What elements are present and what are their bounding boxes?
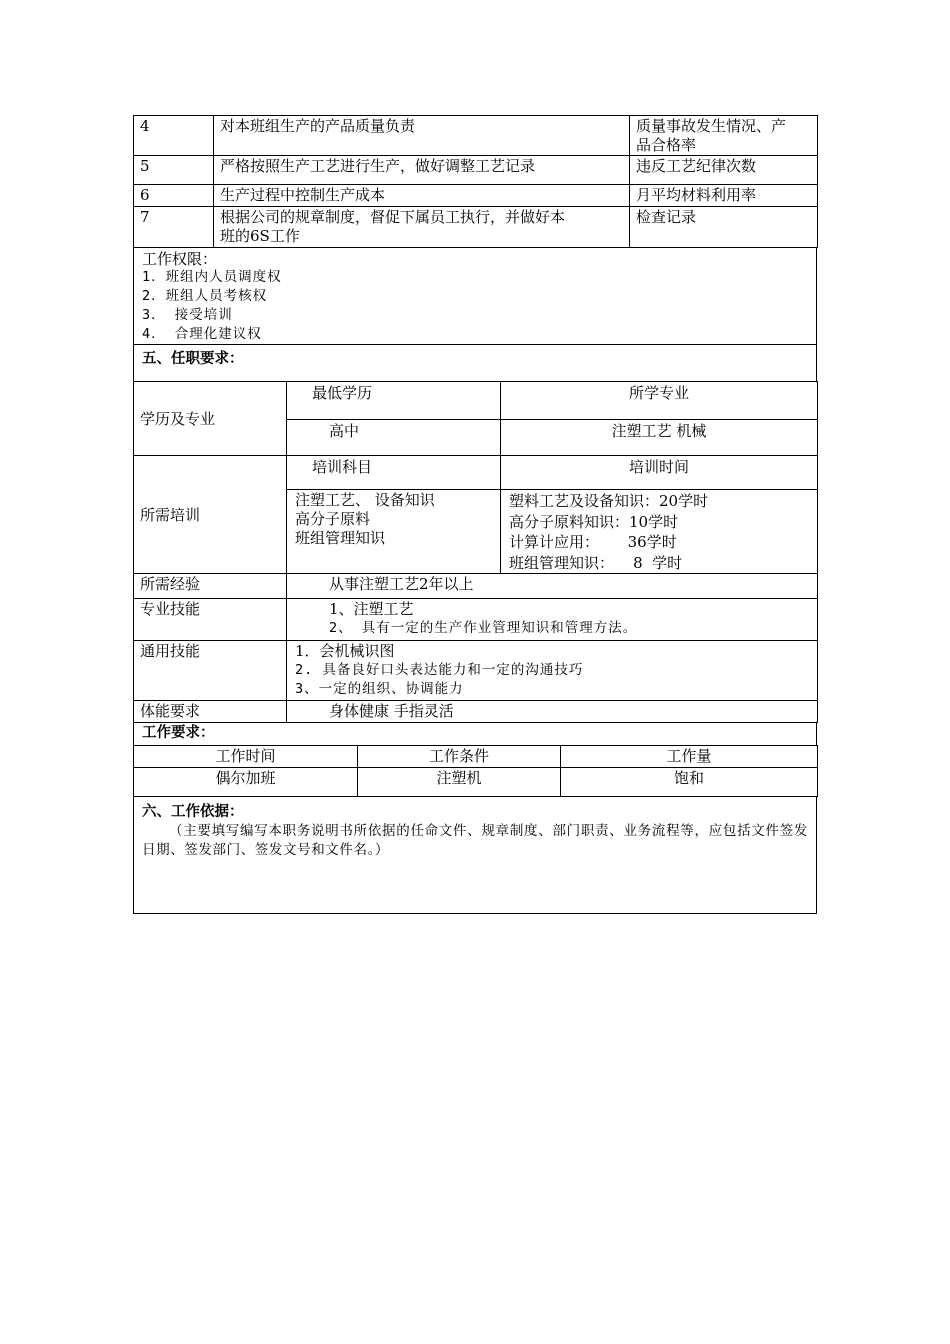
table-row bbox=[134, 746, 818, 768]
training-label: 所需培训 bbox=[134, 456, 287, 574]
table-row bbox=[134, 456, 818, 490]
table-row bbox=[134, 116, 818, 156]
general-skill-item: 2. 具备良好口头表达能力和一定的沟通技巧 bbox=[295, 662, 584, 678]
duty-kpi: 违反工艺纪律次数 bbox=[630, 156, 818, 185]
table-row bbox=[134, 641, 818, 701]
work-time-value: 偶尔加班 bbox=[134, 768, 358, 797]
table-row bbox=[134, 185, 818, 207]
professional-skill-item: 1、注塑工艺 bbox=[329, 600, 414, 618]
training-time: 班组管理知识： 8 学时 bbox=[509, 553, 683, 572]
education-major-label bbox=[501, 382, 818, 420]
experience-value-text: 从事注塑工艺2年以上 bbox=[329, 575, 474, 593]
section6-note: （主要填写编写本职务说明书所依据的任命文件、规章制度、部门职责、业务流程等，应包括文件签发日期、签发部门、签发文号和文件名。） bbox=[142, 823, 808, 858]
general-skills-value bbox=[287, 641, 818, 701]
training-subjects bbox=[287, 490, 501, 574]
general-skill-item: 3、一定的组织、协调能力 bbox=[295, 681, 464, 697]
duty-number: 5 bbox=[134, 156, 214, 185]
education-min-value bbox=[287, 420, 501, 456]
professional-skill-item: 2、 具有一定的生产作业管理知识和管理方法。 bbox=[329, 620, 638, 636]
authority-item: 3． 接受培训 bbox=[142, 307, 233, 323]
work-requirements-title: 工作要求： bbox=[142, 725, 215, 741]
training-subject-label-text: 培训科目 bbox=[312, 458, 373, 476]
duty-kpi-line: 品合格率 bbox=[636, 136, 697, 154]
authority-title: 工作权限： bbox=[142, 250, 218, 268]
work-requirements-header bbox=[133, 723, 817, 745]
general-skills-label: 通用技能 bbox=[134, 641, 287, 701]
physical-value bbox=[287, 701, 818, 723]
authority-item: 1．班组内人员调度权 bbox=[142, 269, 282, 285]
duty-kpi: 月平均材料利用率 bbox=[630, 185, 818, 207]
training-subject: 班组管理知识 bbox=[295, 529, 386, 547]
duty-number: 4 bbox=[134, 116, 214, 156]
duty-content bbox=[214, 207, 630, 248]
training-time-label bbox=[501, 456, 818, 490]
duties-table bbox=[133, 115, 818, 248]
duty-kpi: 检查记录 bbox=[630, 207, 818, 248]
training-time: 高分子原料知识：10学时 bbox=[509, 512, 679, 531]
experience-label: 所需经验 bbox=[134, 574, 287, 599]
physical-label: 体能要求 bbox=[134, 701, 287, 723]
education-min-label bbox=[287, 382, 501, 420]
duty-content-line: 根据公司的规章制度，督促下属员工执行，并做好本 bbox=[220, 208, 566, 226]
work-condition-value: 注塑机 bbox=[358, 768, 561, 797]
duty-kpi-line: 质量事故发生情况、产 bbox=[636, 117, 787, 135]
duty-content: 对本班组生产的产品质量负责 bbox=[214, 116, 630, 156]
duty-number: 7 bbox=[134, 207, 214, 248]
experience-value bbox=[287, 574, 818, 599]
training-time: 计算计应用： 36学时 bbox=[509, 533, 677, 551]
work-time-header: 工作时间 bbox=[134, 746, 358, 768]
requirements-table bbox=[133, 381, 818, 723]
work-requirements-table bbox=[133, 745, 818, 797]
job-description-page bbox=[133, 115, 817, 914]
duty-content-line: 班的6S工作 bbox=[220, 227, 300, 245]
training-subject-label bbox=[287, 456, 501, 490]
education-min-label-text: 最低学历 bbox=[312, 384, 373, 402]
training-subject: 高分子原料 bbox=[295, 510, 371, 528]
education-min-value-text: 高中 bbox=[329, 422, 360, 440]
section6-block bbox=[133, 797, 817, 914]
education-major-value bbox=[501, 420, 818, 456]
duty-content: 严格按照生产工艺进行生产，做好调整工艺记录 bbox=[214, 156, 630, 185]
authority-block bbox=[133, 248, 817, 344]
workload-header: 工作量 bbox=[561, 746, 818, 768]
work-condition-header: 工作条件 bbox=[358, 746, 561, 768]
training-time-label-text: 培训时间 bbox=[628, 458, 689, 476]
section5-header bbox=[133, 344, 817, 381]
professional-skills-label: 专业技能 bbox=[134, 599, 287, 641]
authority-item: 4． 合理化建议权 bbox=[142, 326, 262, 342]
duty-kpi bbox=[630, 116, 818, 156]
duty-content: 生产过程中控制生产成本 bbox=[214, 185, 630, 207]
duty-number: 6 bbox=[134, 185, 214, 207]
training-times bbox=[501, 490, 818, 574]
professional-skills-value bbox=[287, 599, 818, 641]
physical-value-text: 身体健康 手指灵活 bbox=[329, 702, 454, 720]
table-row bbox=[134, 156, 818, 185]
section6-title: 六、工作依据： bbox=[142, 804, 244, 820]
training-subject: 注塑工艺、 设备知识 bbox=[295, 491, 435, 509]
table-row bbox=[134, 599, 818, 641]
training-time: 塑料工艺及设备知识：20学时 bbox=[509, 492, 709, 510]
table-row bbox=[134, 768, 818, 797]
authority-item: 2．班组人员考核权 bbox=[142, 288, 268, 304]
table-row bbox=[134, 574, 818, 599]
education-major-label-text: 所学专业 bbox=[628, 384, 689, 402]
table-row bbox=[134, 207, 818, 248]
education-major-value-text: 注塑工艺 机械 bbox=[611, 422, 707, 440]
education-label: 学历及专业 bbox=[134, 382, 287, 456]
workload-value: 饱和 bbox=[561, 768, 818, 797]
table-row bbox=[134, 701, 818, 723]
general-skill-item: 1．会机械识图 bbox=[295, 642, 395, 660]
table-row bbox=[134, 382, 818, 420]
section5-title: 五、任职要求： bbox=[142, 351, 244, 367]
